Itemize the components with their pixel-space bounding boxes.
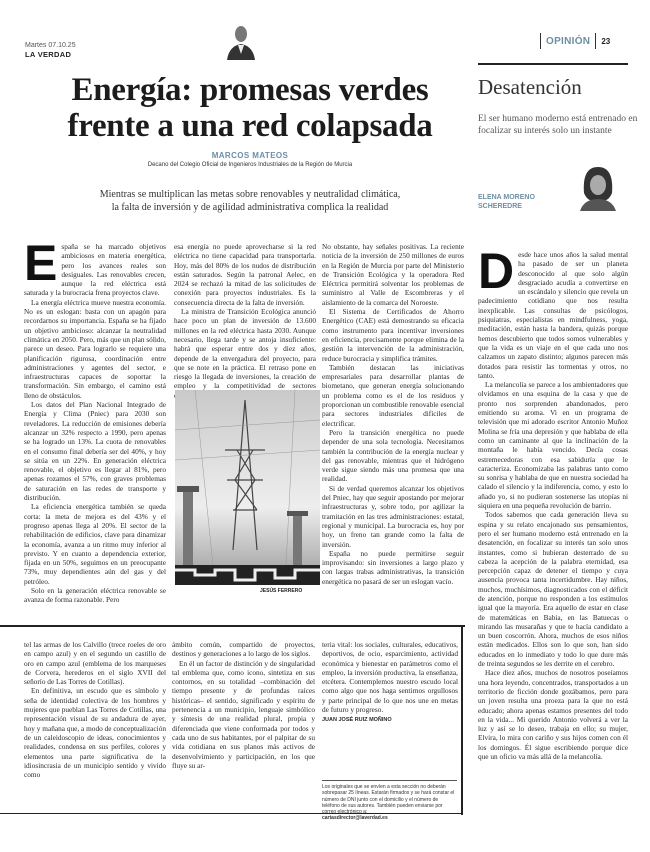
column-author <box>478 193 535 211</box>
box-border <box>461 625 463 815</box>
paragraph: La energía eléctrica mueve nuestra economía. No es un eslogan: basta con un apagón para recordarnos su importancia. España se ha fijado un objetivo ambicioso: alcanzar la neutralidad climática en 2050. Pero, más que un plan sólido, parece un deseo. Para lograrlo se requiere una planificación rigurosa, coordinación entre administraciones y agentes del sector, e infraestructuras capaces de soportar la transformación. Sin embargo, el camino está lleno de obstáculos. <box>24 297 166 400</box>
page-number: 23 <box>601 36 611 46</box>
paragraph: La melancolía se parece a los ambientadores que olvidamos en una esquina de la casa y que de pronto nos sorprenden abandonados, pero emitiendo su aroma. Vi en un programa de televisión que mi adorado escritor Antonio Muñoz Molina se fría una depresión y que hablaba de ella como un caminante al que la inclinación de la montaña le había vencido. Decía cosas estremecedoras con esa sabiduría que le caracteriza. Economizaba las palabras tanto como su sonrisa y hablaba de que en nuestra sociedad ha calado el silencio y la indiferencia, como, y esto lo añado yo, si no pudieran sostenerse las utopías ni siquiera en una pequeña revolución de barrio. <box>478 380 628 511</box>
headline-line: Energía: promesas verdes <box>71 72 429 108</box>
paragraph: Pero la transición energética no puede depender de una sola tecnología. Necesitamos también la contribución de la energía nuclear y del gas renovable, mientras que el hidrógeno verde sigue siendo más una promesa que una realidad. <box>322 427 464 484</box>
paragraph: Si de verdad queremos alcanzar los objetivos del Pniec, hay que seguir apostando por mejorar infraestructuras y, sobre todo, por agilizar la tramitación en las tres administraciones: estatal, regional y municipal. La burocracia es, hoy por hoy, un freno tan grande como la falta de inversión. <box>322 483 464 549</box>
paragraph: esde hace unos años la salud mental ha pasado de ser un planeta desconocido al que solo algún desgraciado acudía a convertirse en un escándalo y silencio que revela un padecimiento cotidiano que nos resulta inexplicable. Las consultas de psicólogos, psiquiatras, especialistas en mindfulness, yoga, meditación, están hasta la bandera, quizás porque hemos descubierto que todos somos vulnerables y que la vida es un viaje en el que cada uno nos calzamos un zapato distinto; algunos parecen más dotados para resistir las tormentas y otros, no tanto. <box>478 250 628 380</box>
newspaper-name: LA VERDAD <box>25 50 72 59</box>
paragraph: El Sistema de Certificados de Ahorro Energético (CAE) está demostrando su eficacia como instrumento para incentivar inversiones en eficiencia, precisamente porque elimina de la gestión la intervención de la administración, reduce burocracia y simplifica trámites. <box>322 307 464 363</box>
photo-credit: JESÚS FERRERO <box>260 588 303 594</box>
paragraph: tel las armas de los Calvillo (trece roeles de oro en campo azul) y en el segundo un castillo de oro en campo azul (emblema de los marqueses de Corvera, herederos en el siglo XVII del señorío de Las Torres de Cotillas). <box>24 640 166 687</box>
paragraph: También destacan las iniciativas empresariales para desarrollar plantas de biometano, que generan energía solucionando un problema como es el de los residuos y proporcionan un combustible renovable esencial para sectores industriales difíciles de electrificar. <box>322 362 464 428</box>
columnist-portrait-image <box>578 163 618 211</box>
paragraph: teria vital: los sociales, culturales, educativos, deportivos, de ocio, esparcimiento, actividad económica y bienestar en parámetros como el empleo, la inversión productiva, la enseñanza, etcétera. Contemplemos nuestro escudo local como algo que nos haga sentirnos orgullosos y parte principal de lo que nos une en metas de futuro y progreso. <box>322 640 458 715</box>
paragraph: esa energía no puede aprovecharse si la red eléctrica no tiene capacidad para transportarla. Hoy, más del 80% de los nudos de distribución están saturados. Según la patronal Aelec, en 2024 se rechazó la mitad de las solicitudes de conexión para proyectos industriales. Es la consecuencia directa de la falta de inversión. <box>174 242 316 307</box>
letters-email-link[interactable]: cartasdirector@laverdad.es <box>322 815 388 822</box>
standfirst-line: Mientras se multiplican las metas sobre renovables y neutralidad climática, <box>99 189 401 200</box>
divider <box>540 33 541 49</box>
divider <box>595 33 596 49</box>
author-role: Decano del Colegio Oficial de Ingenieros Industriales de la Región de Murcia <box>147 162 353 168</box>
paragraph: La eficiencia energética también se queda corta: la meta de mejora es del 43% y el progreso apenas llega al 20%. El sector de la rehabilitación de edificios, clave para dinamizar la economía, avanza a un ritmo muy inferior al previsto. Y en cuanto a dependencia exterior, fijada en un 50%, seguimos en un preocupante 73%, muy dependientes aún del gas y del petróleo. <box>24 502 166 586</box>
dropcap: D <box>478 243 515 299</box>
paragraph: ámbito común, compartido de proyectos, destinos y generaciones a lo largo de los siglos. <box>172 640 315 659</box>
paragraph: Solo en la generación eléctrica renovable se avanza de forma razonable. Pero <box>24 585 166 605</box>
author-line: SCHEREDRE <box>478 203 522 210</box>
article-column-1 <box>24 235 166 614</box>
note-text: Los originales que se envíen a esta sección no deberán sobrepasar 25 líneas. Estarán firmados y se hará constar el número de DNI junto con el domicilio y el número de teléfono de sus autores. También pueden enviarse por correo electrónico a: <box>322 784 455 816</box>
issue-date: Martes 07.10.25 <box>25 42 76 49</box>
dropcap: E <box>24 235 58 291</box>
article-standfirst <box>30 188 470 214</box>
standfirst-line: la falta de inversión y de agilidad administrativa complica la realidad <box>111 202 389 213</box>
column-title: Desatención <box>478 75 582 99</box>
section-divider <box>0 625 465 627</box>
header-portrait-image <box>225 24 257 60</box>
column-top-rule <box>478 63 628 65</box>
paragraph: En él un factor de distinción y de singularidad tal emblema que, como icono, sintetiza en sus contornos, en su totalidad –combinación del tiempo presente y de profundas raíces históricas– el sentido, significado y espíritu de pertenencia a un municipio, lenguaje simbólico y síntesis de una realidad plural, propia y diferenciada que viene conformada por todos y cada uno de sus habitantes, por el palpitar de su vida cotidiana en sus planos más activos de desenvolvimiento y participación, en los que fluye su ar- <box>172 658 315 770</box>
paragraph: Los datos del Plan Nacional Integrado de Energía y Clima (Pniec) para 2030 son reveladores. La reducción de emisiones debería alcanzar un 32% respecto a 1990, pero apenas se ha logrado un 13%. La cuota de renovables en el consumo final debería ser del 40%, y hoy se sitúa en un 22%. En generación eléctrica renovable, el objetivo es llegar al 81%, pero apenas rozamos el 57%, con graves problemas de saturación en las redes de transporte y distribución. <box>24 400 166 503</box>
paragraph: España no puede permitirse seguir improvisando: sin inversiones a largo plazo y con largas trabas administrativas, la transición energética no pasará de ser un eslogan vacío. <box>322 548 464 586</box>
headline-line: frente a una red colapsada <box>67 108 433 144</box>
column-deck: El ser humano moderno está entrenado en focalizar su interés solo un instante <box>478 114 638 136</box>
section-name: OPINIÓN <box>546 35 591 47</box>
paragraph: En definitiva, un escudo que es símbolo y seña de identidad colectiva de los hombres y mujeres que pueblan Las Torres de Cotillas, una representación visual de su andadura de ayer, hoy y mañana que, a modo de conceptualización de un caleidoscopio de ideas, conocimientos y realidades, condensa en sus perfiles, colores y elementos una parte significativa de la idiosincrasia de un municipio sentido y vivido como <box>24 686 166 780</box>
paragraph: No obstante, hay señales positivas. La reciente noticia de la inversión de 250 millones de euros en la Región de Murcia por parte del Ministerio de Transición Ecológica y la operadora Red Eléctrica permitirá solventar los problemas de suministro al Valle de Escombreras y el aislamiento de la comarca del Noroeste. <box>322 242 464 307</box>
article-author: MARCOS MATEOS <box>211 151 289 160</box>
author-line: ELENA MORENO <box>478 194 535 201</box>
article-headline <box>30 72 470 144</box>
letter-column-1 <box>24 640 166 805</box>
section-label <box>535 33 610 49</box>
paragraph: Hace diez años, muchos de nosotros poseíamos una hora leyendo, concentrados, transportados a un territorio de ficción donde gozábamos, pero para un joven resulta una proeza para la que no está educado; ahora apenas estamos presentes del todo en la vida... Mi querido Antonio volverá a ver la luz y así se lo deseo, trabaja en ello; su mujer, Elvira, lo mira con cariño y sus hijos comen con él los domingos. Él sigue escribiendo porque dice que un oficio va más allá de la melancolía. <box>478 668 628 762</box>
article-illustration-power-pylons <box>175 390 320 585</box>
column-body <box>478 243 628 850</box>
article-column-3 <box>322 242 464 602</box>
paragraph: La ministra de Transición Ecológica anunció hace poco un plan de inversión de 13.600 millones en la red eléctrica hasta 2030. Aunque necesario, llega tarde y se antoja insuficiente: habrá que esperar entre dos y diez años, depende de la envergadura del proyecto, para que se note en la práctica. El retraso pone en riesgo la llegada de inversiones, la creación de empleo y la competitividad de sectores <box>174 307 316 391</box>
letter-column-2 <box>172 640 315 805</box>
letters-submission-note <box>322 780 457 822</box>
paragraph: spaña se ha marcado objetivos ambiciosos en materia energética, pero los avances reales son desiguales. Las renovables crecen, aunque la red eléctrica está saturada y la burocracia frena proyectos clave. <box>24 242 166 298</box>
letter-signature: JUAN JOSÉ RUIZ MOÑINO <box>322 717 392 724</box>
letter-column-3 <box>322 640 458 726</box>
article-column-2 <box>174 242 316 391</box>
paragraph: Todos sabemos que cada generación lleva su espina y su relato encajonado sus pensamientos, pero el ser humano moderno está entrenado en la desatención, en focalizar su interés tan solo unos instantes, como si hubieran desterrado de su cabeza la acepción de la palabra eternidad, esa percepción capaz de detener el tiempo y cuya ausencia provoca tanta incertidumbre. Hay niños, muchos, muchísimos, diagnosticados con el déficit de atención, porque no responden a los estímulos igual que la mayoría. Era aquello de estar en clase de matemáticas en Babia, en las Batuecas o mirando las musarañas y que te hacía candidato a un buen coscorrón. Ahora, muchos de esos niños están medicados. Ellos son lo que son, han sido educados en lo inmediato y todo lo que dure más de treinta segundos se les derrite en el cerebro. <box>478 510 628 669</box>
